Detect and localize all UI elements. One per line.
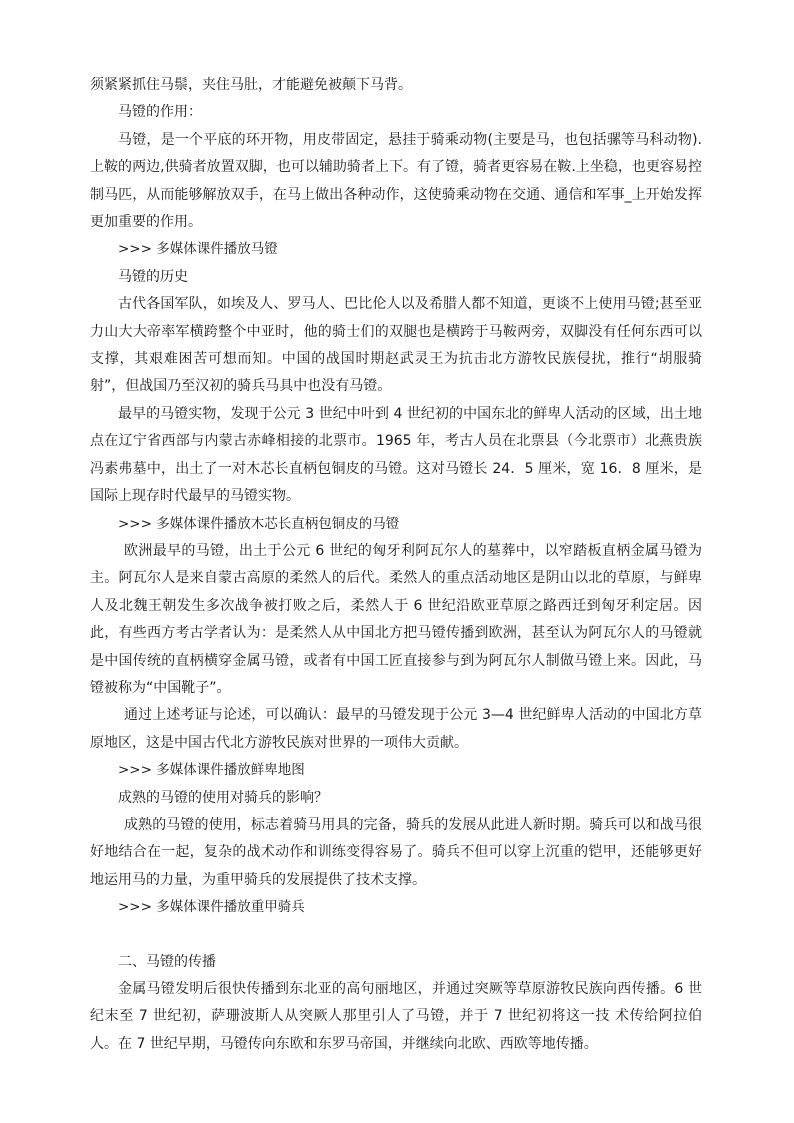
paragraph-spread: 金属马镫发明后很快传播到东北亚的高句丽地区，并通过突厥等草原游牧民族向西传播。6 世纪末至 7 世纪初，萨珊波斯人从突厥人那里引人了马镫，并于 7 世纪初将这一技 术传给阿拉伯人。在 7 世纪早期，马镫传向东欧和东罗马帝国，并继续向北欧、西欧等地传播。 [90, 981, 702, 1052]
paragraph-conclusion: 通过上述考证与论述，可以确认：最早的马镫发现于公元 3—4 世纪鲜卑人活动的中国北方草原地区，这是中国古代北方游牧民族对世界的一项伟大贡献。 [90, 707, 702, 751]
media-note-bronze-stirrup: >>> 多媒体课件播放木芯长直柄包铜皮的马镫 [118, 515, 400, 532]
media-note-xianbei-map: >>> 多媒体课件播放鲜卑地图 [118, 762, 305, 779]
media-note-stirrup: >>> 多媒体课件播放马镫 [118, 241, 278, 258]
document-body [90, 72, 702, 1058]
paragraph-europe-stirrup: 欧洲最早的马镫，出土于公元 6 世纪的匈牙利阿瓦尔人的墓葬中，以窄踏板直柄金属马镫为主。阿瓦尔人是来自蒙古高原的柔然人的后代。柔然人的重点活动地区是阴山以北的草原，与鲜卑人及北魏王朝发生多次战争被打败之后，柔然人于 6 世纪沿欧亚草原之路西迁到匈牙利定居。因此，有些西方考古学者认为：是柔然人从中国北方把马镫传播到欧洲，甚至认为阿瓦尔人的马镫就是中国传统的直柄横穿金属马镫，或者有中国工匠直接参与到为阿瓦尔人制做马镫上来。因此，马镫被称为“中国靴子”。 [90, 542, 702, 696]
paragraph-ancient-armies: 古代各国军队，如埃及人、罗马人、巴比伦人以及希腊人都不知道，更谈不上使用马镫;甚至亚力山大大帝率军横跨整个中亚时，他的骑士们的双腿也是横跨于马鞍两旁，双脚没有任何东西可以支撑，其艰难困苦可想而知。中国的战国时期赵武灵王为抗击北方游牧民族侵扰，推行“胡服骑射”，但战国乃至汉初的骑兵马具中也没有马镫。 [90, 296, 702, 395]
subheading-stirrup-history: 马镫的历史 [118, 268, 188, 285]
paragraph-cavalry-impact: 成熟的马镫的使用，标志着骑马用具的完备，骑兵的发展从此进人新时期。骑兵可以和战马很好地结合在一起，复杂的战术动作和训练变得容易了。骑兵不但可以穿上沉重的铠甲，还能够更好地运用马的力量，为重甲骑兵的发展提供了技术支撑。 [90, 816, 702, 888]
question-cavalry-impact: 成熟的马镫的使用对骑兵的影响？ [118, 789, 328, 806]
subheading-stirrup-function: 马镫的作用： [118, 104, 202, 121]
paragraph-earliest-stirrup: 最早的马镫实物，发现于公元 3 世纪中叶到 4 世纪初的中国东北的鲜卑人活动的区域，出土地点在辽宁省西部与内蒙古赤峰相接的北票市。1965 年，考古人员在北票县（今北票市）北燕贵族冯素弗墓中，出土了一对木芯长直柄包铜皮的马镫。这对马镫长 24．5 厘米，宽 16．8 厘米，是国际上现存时代最早的马镫实物。 [90, 405, 702, 505]
media-note-heavy-cavalry: >>> 多媒体课件播放重甲骑兵 [118, 899, 305, 916]
paragraph-continuation: 须紧紧抓住马鬃，夹住马肚，才能避免被颠下马背。 [90, 77, 412, 93]
paragraph-stirrup-function: 马镫，是一个平底的环开物，用皮带固定，悬挂于骑乘动物(主要是马，也包括骡等马科动物).上鞍的两边,供骑者放置双脚，也可以辅助骑者上下。有了镫，骑者更容易在鞍.上坐稳，也更容易控制马匹，从而能够解放双手，在马上做出各种动作，这使骑乘动物在交通、通信和军事_上开始发挥更加重要的作用。 [90, 131, 702, 231]
blank-line [90, 922, 702, 949]
section-heading-spread: 二、马镫的传播 [118, 953, 216, 970]
